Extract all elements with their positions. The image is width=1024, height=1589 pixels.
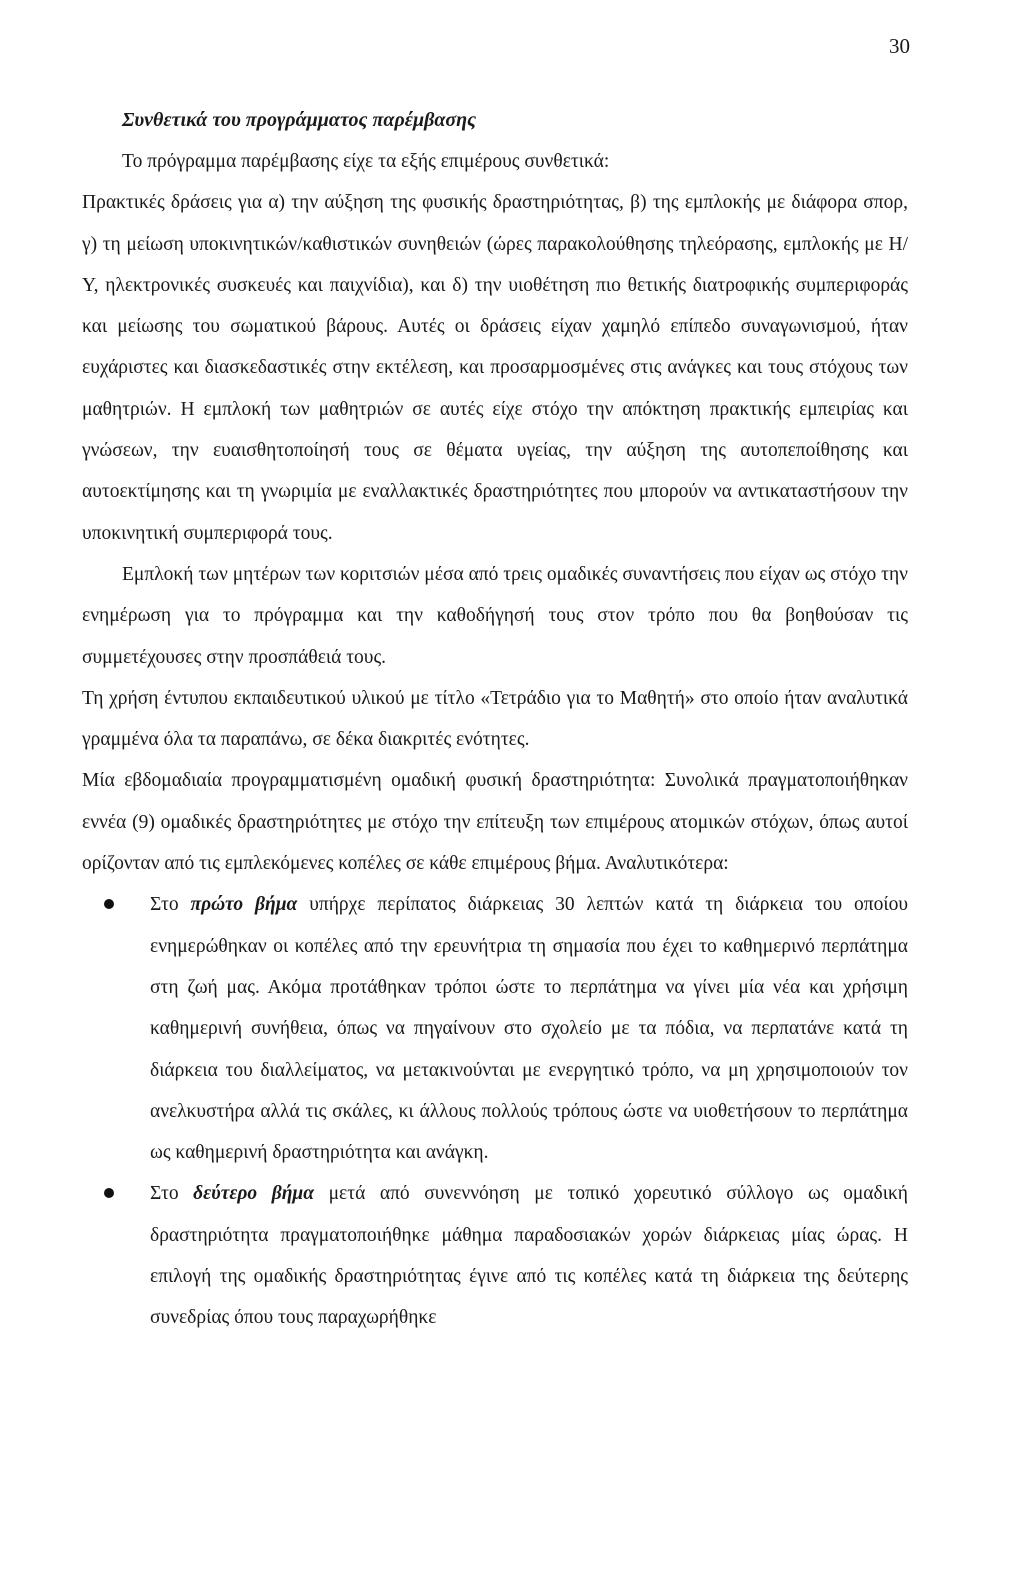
step-emphasis: δεύτερο βήμα (193, 1183, 315, 1205)
document-body (82, 100, 908, 1339)
bullet-icon (104, 899, 114, 909)
step-lead: Στο (150, 894, 191, 916)
paragraph-mothers-involvement: Εμπλοκή των μητέρων των κοριτσιών μέσα από τρεις ομαδικές συναντήσεις που είχαν ως στόχο την ενημέρωση για το πρόγραμμα και την καθοδήγησή τους στον τρόπο που θα βοηθούσαν τις συμμετέχουσες στην προσπάθειά τους. (82, 563, 908, 668)
paragraph-printed-material: Τη χρήση έντυπου εκπαιδευτικού υλικού με τίτλο «Τετράδιο για το Μαθητή» στο οποίο ήταν αναλυτικά γραμμένα όλα τα παραπάνω, σε δέκα διακριτές ενότητες. (82, 687, 908, 751)
step-text: μετά από συνεννόηση με τοπικό χορευτικό σύλλογο ως ομαδική δραστηριότητα πραγματοποιήθηκε μάθημα παραδοσιακών χορών διάρκειας μίας ώρας. Η επιλογή της ομαδικής δραστηριότητας έγινε από τις κοπέλες κατά τη διάρκεια της δεύτερης συνεδρίας όπου τους παραχωρήθηκε (150, 1183, 908, 1329)
paragraph-practical-actions: Πρακτικές δράσεις για α) την αύξηση της φυσικής δραστηριότητας, β) της εμπλοκής με διάφορα σπορ, γ) τη μείωση υποκινητικών/καθιστικών συνηθειών (ώρες παρακολούθησης τηλεόρασης, εμπλοκής με Η/Υ, ηλεκτρονικές συσκευές και παιχνίδια), και δ) την υιοθέτηση πιο θετικής διατροφικής συμπεριφοράς και μείωσης του σωματικού βάρους. Αυτές οι δράσεις είχαν χαμηλό επίπεδο συναγωνισμού, ήταν ευχάριστες και διασκεδαστικές στην εκτέλεση, και προσαρμοσμένες στις ανάγκες και τους στόχους των μαθητριών. Η εμπλοκή των μαθητριών σε αυτές είχε στόχο την απόκτηση πρακτικής εμπειρίας και γνώσεων, την ευαισθητοποίησή τους σε θέματα υγείας, την αύξηση της αυτοπεποίθησης και αυτοεκτίμησης και τη γνωριμία με εναλλακτικές δραστηριότητες που μπορούν να αντικαταστήσουν την υποκινητική συμπεριφορά τους. (82, 192, 908, 544)
list-item (82, 884, 908, 1173)
step-lead: Στο (150, 1183, 194, 1205)
section-heading: Συνθετικά του προγράμματος παρέμβασης (122, 109, 477, 131)
step-emphasis: πρώτο βήμα (190, 894, 298, 916)
list-item (82, 1173, 908, 1338)
bullet-icon (104, 1188, 114, 1198)
intro-paragraph: Το πρόγραμμα παρέμβασης είχε τα εξής επιμέρους συνθετικά: (122, 151, 610, 172)
paragraph-weekly-activity: Μία εβδομαδιαία προγραμματισμένη ομαδική φυσική δραστηριότητα: Συνολικά πραγματοποιήθηκαν εννέα (9) ομαδικές δραστηριότητες με στόχο την επίτευξη των επιμέρους ατομικών στόχων, όπως αυτοί ορίζονταν από τις εμπλεκόμενες κοπέλες σε κάθε επιμέρους βήμα. Αναλυτικότερα: (82, 770, 908, 875)
step-text: υπήρχε περίπατος διάρκειας 30 λεπτών κατά τη διάρκεια του οποίου ενημερώθηκαν οι κοπέλες από την ερευνήτρια τη σημασία που έχει το καθημερινό περπάτημα στη ζωή μας. Ακόμα προτάθηκαν τρόποι ώστε το περπάτημα να γίνει μία νέα και χρήσιμη καθημερινή συνήθεια, όπως να πηγαίνουν στο σχολείο με τα πόδια, να περπατάνε κατά τη διάρκεια του διαλλείματος, να μετακινούνται με ενεργητικό τρόπο, να μη χρησιμοποιούν τον ανελκυστήρα αλλά τις σκάλες, κι άλλους πολλούς τρόπους ώστε να υιοθετήσουν το περπάτημα ως καθημερινή δραστηριότητα και ανάγκη. (150, 894, 909, 1164)
steps-list (82, 884, 908, 1338)
page-number: 30 (889, 34, 910, 58)
